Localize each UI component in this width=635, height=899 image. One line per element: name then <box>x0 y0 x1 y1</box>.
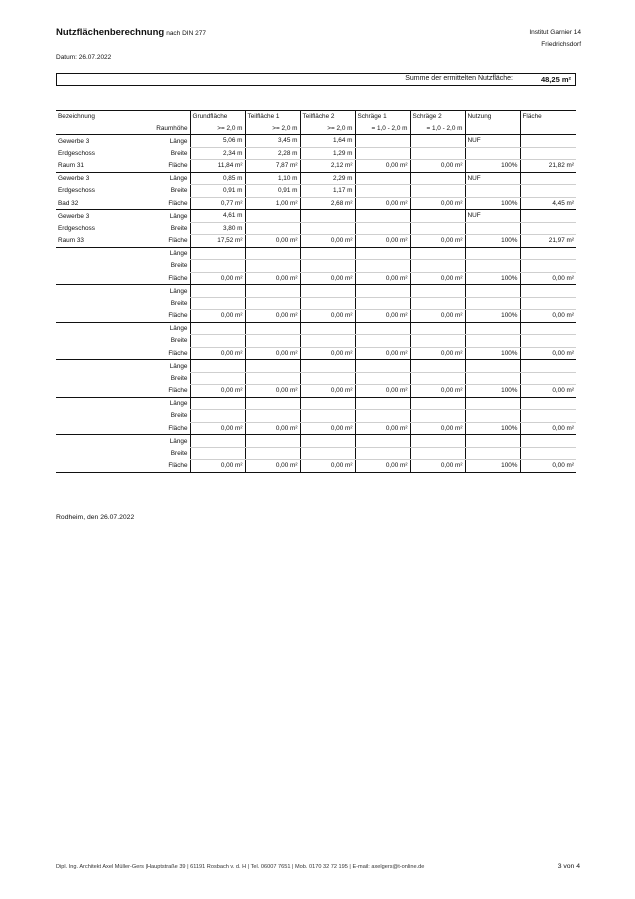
grund-cell: 17,52 m² <box>190 235 245 248</box>
schr2-cell <box>410 247 465 260</box>
institute-line2: Friedrichsdorf <box>541 41 581 48</box>
teil2-cell <box>300 247 355 260</box>
subheader-grund: >= 2,0 m <box>190 123 245 135</box>
schr2-cell <box>410 297 465 310</box>
area-cell <box>520 285 576 298</box>
usage-cell <box>465 435 520 448</box>
table-row <box>56 447 576 460</box>
room-name-cell: Erdgeschoss <box>58 224 95 232</box>
teil1-cell: 1,00 m² <box>245 197 300 210</box>
col-header-bezeichnung: Bezeichnung <box>56 111 135 123</box>
document-title <box>56 27 206 38</box>
percent-cell: 100% <box>465 235 520 248</box>
schr1-cell <box>355 360 410 373</box>
col-header-nutzung: Nutzung <box>465 111 520 123</box>
schr2-cell: 0,00 m² <box>410 197 465 210</box>
teil1-cell <box>245 397 300 410</box>
area-cell <box>520 147 576 160</box>
measure-type-cell: Breite <box>170 187 188 195</box>
institute-address <box>529 27 581 51</box>
schr1-cell <box>355 247 410 260</box>
room-name-cell <box>56 260 135 273</box>
teil2-cell <box>300 435 355 448</box>
schr1-cell <box>355 322 410 335</box>
usage-cell <box>465 372 520 385</box>
grund-cell: 0,00 m² <box>190 385 245 398</box>
area-calculation-table <box>56 110 576 473</box>
measure-type-cell: Breite <box>170 149 188 157</box>
area-cell: 0,00 m² <box>520 347 576 360</box>
measure-type-cell: Breite <box>170 412 188 420</box>
table-row <box>56 372 576 385</box>
area-cell: 21,82 m² <box>520 160 576 173</box>
usage-cell <box>465 222 520 235</box>
subheader-schr1: = 1,0 - 2,0 m <box>355 123 410 135</box>
teil2-cell: 0,00 m² <box>300 422 355 435</box>
area-cell <box>520 372 576 385</box>
measure-type-cell: Breite <box>170 299 188 307</box>
teil2-cell: 2,68 m² <box>300 197 355 210</box>
usage-cell <box>465 247 520 260</box>
measure-type-cell: Fläche <box>135 422 190 435</box>
grund-cell: 0,00 m² <box>190 422 245 435</box>
teil2-cell <box>300 260 355 273</box>
grund-cell <box>190 410 245 423</box>
teil1-cell <box>245 335 300 348</box>
area-cell: 0,00 m² <box>520 422 576 435</box>
teil2-cell: 1,29 m <box>300 147 355 160</box>
teil1-cell: 0,00 m² <box>245 272 300 285</box>
measure-type-cell: Fläche <box>135 310 190 323</box>
grund-cell <box>190 335 245 348</box>
col-header-teilflaeche2: Teilfläche 2 <box>300 111 355 123</box>
area-cell <box>520 297 576 310</box>
schr1-cell: 0,00 m² <box>355 385 410 398</box>
area-cell <box>520 185 576 198</box>
measure-type-cell: Länge <box>169 325 188 332</box>
schr2-cell <box>410 410 465 423</box>
room-name-cell: Bad 32 <box>56 197 135 210</box>
place-date: Rodheim, den 26.07.2022 <box>56 514 135 521</box>
grund-cell: 0,91 m <box>190 185 245 198</box>
grund-cell: 11,84 m² <box>190 160 245 173</box>
table-row <box>56 197 576 210</box>
percent-cell: 100% <box>465 385 520 398</box>
measure-type-cell: Fläche <box>135 460 190 473</box>
grund-cell: 3,80 m <box>190 222 245 235</box>
room-name-cell <box>56 397 135 410</box>
schr2-cell: 0,00 m² <box>410 272 465 285</box>
room-name-cell: Raum 31 <box>56 160 135 173</box>
col-header-schraege1: Schräge 1 <box>355 111 410 123</box>
teil1-cell <box>245 222 300 235</box>
measure-type-cell: Länge <box>169 137 188 145</box>
room-name-cell <box>56 247 135 260</box>
room-name-cell <box>56 410 135 423</box>
schr1-cell: 0,00 m² <box>355 235 410 248</box>
schr1-cell <box>355 447 410 460</box>
measure-type-cell: Länge <box>169 175 188 182</box>
schr2-cell <box>410 447 465 460</box>
grund-cell: 0,00 m² <box>190 310 245 323</box>
col-header-teilflaeche1: Teilfläche 1 <box>245 111 300 123</box>
usage-cell <box>465 285 520 298</box>
area-cell <box>520 322 576 335</box>
usage-cell <box>465 322 520 335</box>
schr2-cell <box>410 135 465 148</box>
schr2-cell <box>410 172 465 185</box>
teil1-cell <box>245 285 300 298</box>
percent-cell: 100% <box>465 347 520 360</box>
schr2-cell: 0,00 m² <box>410 385 465 398</box>
table-row <box>56 222 576 235</box>
measure-type-cell: Länge <box>169 287 188 295</box>
teil1-cell <box>245 447 300 460</box>
room-name-cell <box>56 435 135 448</box>
subheader-teil1: >= 2,0 m <box>245 123 300 135</box>
document-date: Datum: 26.07.2022 <box>56 54 112 61</box>
room-name-cell: Raum 33 <box>56 235 135 248</box>
col-header-schraege2: Schräge 2 <box>410 111 465 123</box>
percent-cell: 100% <box>465 422 520 435</box>
room-name-cell <box>56 285 135 298</box>
room-name-cell <box>56 460 135 473</box>
usage-cell <box>465 260 520 273</box>
room-name-cell <box>56 372 135 385</box>
room-name-cell <box>56 360 135 373</box>
room-name-cell: Gewerbe 3 <box>58 137 90 145</box>
measure-type-cell: Breite <box>170 262 188 270</box>
schr2-cell: 0,00 m² <box>410 460 465 473</box>
teil1-cell: 1,10 m <box>245 172 300 185</box>
table-row <box>56 297 576 310</box>
measure-type-cell: Fläche <box>135 160 190 173</box>
teil1-cell: 0,91 m <box>245 185 300 198</box>
schr2-cell <box>410 210 465 223</box>
teil2-cell: 0,00 m² <box>300 347 355 360</box>
teil1-cell: 3,45 m <box>245 135 300 148</box>
table-row <box>56 335 576 348</box>
area-cell: 0,00 m² <box>520 385 576 398</box>
teil1-cell: 0,00 m² <box>245 460 300 473</box>
table-row <box>56 397 576 410</box>
schr2-cell: 0,00 m² <box>410 347 465 360</box>
summary-label: Summe der ermittelten Nutzfläche: <box>405 75 513 82</box>
room-name-cell <box>56 322 135 335</box>
room-name-cell <box>56 335 135 348</box>
teil2-cell <box>300 222 355 235</box>
room-name-cell: Gewerbe 3 <box>58 175 90 182</box>
teil2-cell: 0,00 m² <box>300 272 355 285</box>
schr1-cell <box>355 397 410 410</box>
teil1-cell: 2,28 m <box>245 147 300 160</box>
schr1-cell: 0,00 m² <box>355 272 410 285</box>
title-text: Nutzflächenberechnung <box>56 27 165 38</box>
percent-cell: 100% <box>465 160 520 173</box>
footer-contact: Dipl. Ing. Architekt Axel Müller-Gers |Hauptstraße 39 | 61191 Rosbach v. d. H | Tel. 06007 7651 | Mob. 0170 32 72 195 | E-mail: axelgers@t-online.de <box>56 864 425 870</box>
teil2-cell: 1,64 m <box>300 135 355 148</box>
usage-cell: NUF <box>465 172 520 185</box>
teil1-cell <box>245 410 300 423</box>
grund-cell <box>190 297 245 310</box>
teil2-cell <box>300 410 355 423</box>
schr2-cell: 0,00 m² <box>410 235 465 248</box>
grund-cell <box>190 435 245 448</box>
teil1-cell <box>245 260 300 273</box>
measure-type-cell: Länge <box>169 362 188 370</box>
grund-cell: 0,00 m² <box>190 272 245 285</box>
teil2-cell: 2,29 m <box>300 172 355 185</box>
area-cell: 0,00 m² <box>520 460 576 473</box>
area-cell <box>520 410 576 423</box>
usage-cell <box>465 147 520 160</box>
schr2-cell: 0,00 m² <box>410 310 465 323</box>
room-name-cell <box>56 297 135 310</box>
room-name-cell <box>56 310 135 323</box>
schr2-cell <box>410 322 465 335</box>
table-row <box>56 385 576 398</box>
table-row <box>56 185 576 198</box>
grund-cell: 0,00 m² <box>190 460 245 473</box>
area-cell <box>520 397 576 410</box>
teil1-cell: 0,00 m² <box>245 422 300 435</box>
teil2-cell <box>300 285 355 298</box>
grund-cell: 0,85 m <box>190 172 245 185</box>
teil2-cell <box>300 372 355 385</box>
schr2-cell <box>410 222 465 235</box>
usage-cell <box>465 410 520 423</box>
schr2-cell <box>410 335 465 348</box>
room-name-cell <box>56 347 135 360</box>
room-name-cell <box>56 422 135 435</box>
usage-cell <box>465 397 520 410</box>
institute-line1: Institut Garnier 14 <box>529 29 581 36</box>
schr1-cell <box>355 260 410 273</box>
area-cell <box>520 335 576 348</box>
room-name-cell <box>56 385 135 398</box>
usage-cell: NUF <box>465 135 520 148</box>
grund-cell <box>190 397 245 410</box>
schr1-cell: 0,00 m² <box>355 460 410 473</box>
measure-type-cell: Länge <box>169 437 188 445</box>
area-cell <box>520 247 576 260</box>
raumhoehe-label: Raumhöhe <box>135 123 190 135</box>
schr2-cell <box>410 147 465 160</box>
teil1-cell <box>245 360 300 373</box>
title-subtitle: nach DIN 277 <box>166 30 206 37</box>
table-row <box>56 285 576 298</box>
usage-cell <box>465 297 520 310</box>
table-row <box>56 322 576 335</box>
table-row <box>56 247 576 260</box>
table-row <box>56 147 576 160</box>
room-name-cell: Gewerbe 3 <box>58 212 90 220</box>
grund-cell <box>190 247 245 260</box>
area-cell <box>520 435 576 448</box>
table-row <box>56 310 576 323</box>
area-cell <box>520 135 576 148</box>
subheader-teil2: >= 2,0 m <box>300 123 355 135</box>
teil1-cell <box>245 372 300 385</box>
table-row <box>56 360 576 373</box>
teil2-cell: 0,00 m² <box>300 310 355 323</box>
subheader-schr2: = 1,0 - 2,0 m <box>410 123 465 135</box>
teil2-cell: 0,00 m² <box>300 235 355 248</box>
grund-cell <box>190 285 245 298</box>
grund-cell: 2,34 m <box>190 147 245 160</box>
schr2-cell <box>410 372 465 385</box>
measure-type-cell: Breite <box>170 449 188 457</box>
area-cell <box>520 447 576 460</box>
schr1-cell <box>355 410 410 423</box>
percent-cell: 100% <box>465 272 520 285</box>
schr1-cell <box>355 147 410 160</box>
area-cell <box>520 222 576 235</box>
grund-cell <box>190 260 245 273</box>
schr1-cell <box>355 222 410 235</box>
measure-type-cell: Fläche <box>135 347 190 360</box>
teil2-cell <box>300 210 355 223</box>
schr1-cell <box>355 185 410 198</box>
area-cell: 21,97 m² <box>520 235 576 248</box>
teil2-cell <box>300 447 355 460</box>
room-name-cell <box>56 272 135 285</box>
grund-cell: 4,61 m <box>190 210 245 223</box>
schr1-cell <box>355 372 410 385</box>
measure-type-cell: Fläche <box>135 385 190 398</box>
measure-type-cell: Breite <box>170 374 188 382</box>
area-cell: 0,00 m² <box>520 310 576 323</box>
table-row <box>56 235 576 248</box>
measure-type-cell: Fläche <box>135 272 190 285</box>
grund-cell: 0,77 m² <box>190 197 245 210</box>
grund-cell <box>190 322 245 335</box>
schr1-cell <box>355 135 410 148</box>
page-number: 3 von 4 <box>557 863 580 870</box>
teil1-cell <box>245 247 300 260</box>
schr1-cell: 0,00 m² <box>355 347 410 360</box>
schr2-cell <box>410 435 465 448</box>
grund-cell: 0,00 m² <box>190 347 245 360</box>
usage-cell <box>465 335 520 348</box>
schr1-cell: 0,00 m² <box>355 160 410 173</box>
teil1-cell <box>245 435 300 448</box>
percent-cell: 100% <box>465 197 520 210</box>
table-row <box>56 410 576 423</box>
teil1-cell <box>245 297 300 310</box>
measure-type-cell: Fläche <box>135 197 190 210</box>
schr2-cell <box>410 360 465 373</box>
col-header-flaeche: Fläche <box>520 111 576 123</box>
summary-box <box>56 73 576 86</box>
measure-type-cell: Länge <box>169 212 188 220</box>
teil2-cell <box>300 360 355 373</box>
table-row <box>56 347 576 360</box>
grund-cell <box>190 360 245 373</box>
teil1-cell <box>245 322 300 335</box>
col-header-grundflaeche: Grundfläche <box>190 111 245 123</box>
area-cell: 0,00 m² <box>520 272 576 285</box>
percent-cell: 100% <box>465 310 520 323</box>
schr2-cell <box>410 397 465 410</box>
table-row <box>56 460 576 473</box>
teil1-cell: 0,00 m² <box>245 385 300 398</box>
measure-type-cell: Fläche <box>135 235 190 248</box>
area-cell <box>520 210 576 223</box>
schr1-cell <box>355 285 410 298</box>
teil1-cell: 0,00 m² <box>245 347 300 360</box>
area-cell: 4,45 m² <box>520 197 576 210</box>
measure-type-cell: Breite <box>170 337 188 345</box>
teil1-cell: 7,87 m² <box>245 160 300 173</box>
teil2-cell: 1,17 m <box>300 185 355 198</box>
usage-cell: NUF <box>465 210 520 223</box>
teil2-cell: 0,00 m² <box>300 385 355 398</box>
usage-cell <box>465 185 520 198</box>
schr2-cell: 0,00 m² <box>410 160 465 173</box>
grund-cell: 5,06 m <box>190 135 245 148</box>
teil1-cell: 0,00 m² <box>245 310 300 323</box>
teil1-cell: 0,00 m² <box>245 235 300 248</box>
room-name-cell: Erdgeschoss <box>58 187 95 195</box>
table-row <box>56 272 576 285</box>
table-row <box>56 422 576 435</box>
table-row <box>56 435 576 448</box>
room-name-cell: Erdgeschoss <box>58 149 95 157</box>
room-name-cell <box>56 447 135 460</box>
table-row <box>56 135 576 148</box>
measure-type-cell: Breite <box>170 224 188 232</box>
schr1-cell: 0,00 m² <box>355 422 410 435</box>
usage-cell <box>465 360 520 373</box>
grund-cell <box>190 372 245 385</box>
schr1-cell: 0,00 m² <box>355 197 410 210</box>
schr2-cell <box>410 185 465 198</box>
measure-type-cell: Länge <box>169 250 188 257</box>
teil2-cell <box>300 297 355 310</box>
schr1-cell <box>355 335 410 348</box>
schr1-cell: 0,00 m² <box>355 310 410 323</box>
teil2-cell: 2,12 m² <box>300 160 355 173</box>
teil2-cell <box>300 335 355 348</box>
schr2-cell: 0,00 m² <box>410 422 465 435</box>
teil1-cell <box>245 210 300 223</box>
table-row <box>56 260 576 273</box>
summary-value: 48,25 m² <box>540 75 571 84</box>
schr1-cell <box>355 297 410 310</box>
teil2-cell: 0,00 m² <box>300 460 355 473</box>
schr1-cell <box>355 210 410 223</box>
area-cell <box>520 260 576 273</box>
measure-type-cell: Länge <box>169 400 188 407</box>
teil2-cell <box>300 322 355 335</box>
grund-cell <box>190 447 245 460</box>
teil2-cell <box>300 397 355 410</box>
percent-cell: 100% <box>465 460 520 473</box>
schr2-cell <box>410 260 465 273</box>
schr1-cell <box>355 172 410 185</box>
schr1-cell <box>355 435 410 448</box>
schr2-cell <box>410 285 465 298</box>
usage-cell <box>465 447 520 460</box>
area-cell <box>520 172 576 185</box>
table-row <box>56 160 576 173</box>
table-row <box>56 210 576 223</box>
area-cell <box>520 360 576 373</box>
table-row <box>56 172 576 185</box>
